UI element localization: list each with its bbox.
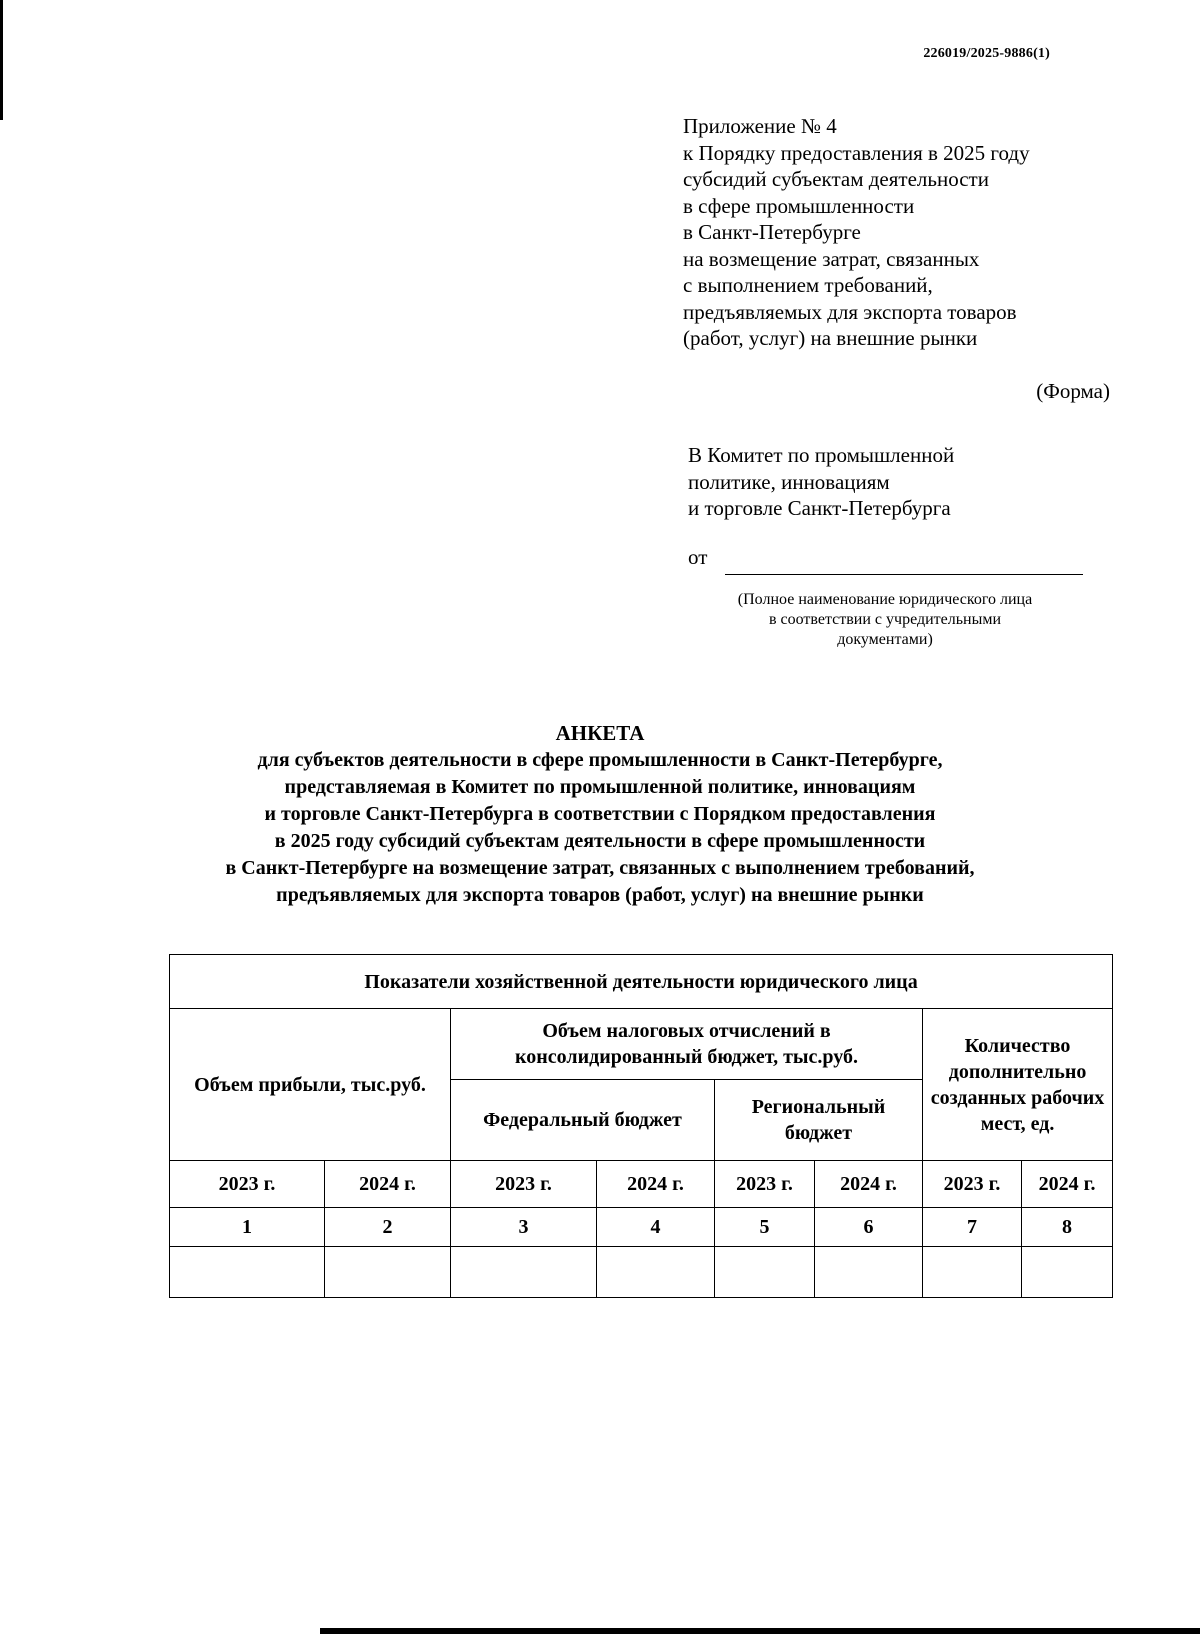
input-cell[interactable] <box>1022 1247 1113 1298</box>
input-cell[interactable] <box>170 1247 325 1298</box>
addressee-block <box>688 442 954 522</box>
year-cell: 2024 г. <box>1022 1161 1113 1208</box>
title-sub-line: в 2025 году субсидий субъектам деятельности в сфере промышленности <box>274 830 926 852</box>
federal-budget-header: Федеральный бюджет <box>451 1080 715 1161</box>
indicators-table <box>169 954 1113 1298</box>
profit-header: Объем прибыли, тыс.руб. <box>170 1009 451 1161</box>
appendix-block <box>683 113 1143 352</box>
appendix-line: на возмещение затрат, связанных <box>683 246 980 271</box>
title-sub-line: для субъектов деятельности в сфере промышленности в Санкт-Петербурге, <box>257 749 943 771</box>
year-cell: 2023 г. <box>923 1161 1022 1208</box>
from-hint-line: (Полное наименование юридического лица <box>737 591 1033 608</box>
column-number: 7 <box>923 1208 1022 1247</box>
from-label: от <box>688 545 708 569</box>
title-sub-line: в Санкт-Петербурге на возмещение затрат, связанных с выполнением требований, <box>225 857 975 879</box>
input-cell[interactable] <box>715 1247 815 1298</box>
column-number: 5 <box>715 1208 815 1247</box>
input-cell[interactable] <box>597 1247 715 1298</box>
from-hint <box>680 590 1090 650</box>
tax-header: Объем налоговых отчислений в консолидированный бюджет, тыс.руб. <box>451 1009 923 1080</box>
input-cell[interactable] <box>923 1247 1022 1298</box>
year-cell: 2024 г. <box>815 1161 923 1208</box>
title-main: АНКЕТА <box>555 721 645 745</box>
title-sub-line: представляемая в Комитет по промышленной политике, инновациям <box>284 776 916 798</box>
year-cell: 2023 г. <box>715 1161 815 1208</box>
column-number: 4 <box>597 1208 715 1247</box>
scan-edge-bottom <box>320 1628 1200 1634</box>
appendix-line: с выполнением требований, <box>683 273 933 297</box>
year-cell: 2023 г. <box>170 1161 325 1208</box>
scan-edge-left <box>0 0 3 120</box>
jobs-header: Количество дополнительно созданных рабочих мест, ед. <box>923 1009 1113 1161</box>
column-number: 3 <box>451 1208 597 1247</box>
regional-budget-header: Региональный бюджет <box>715 1080 923 1161</box>
from-hint-line: документами) <box>837 631 933 648</box>
form-label: (Форма) <box>1036 379 1110 403</box>
appendix-line: субсидий субъектам деятельности <box>683 167 989 191</box>
title-sub-line: предъявляемых для экспорта товаров (работ, услуг) на внешние рынки <box>276 884 924 906</box>
addressee-line: В Комитет по промышленной <box>688 443 955 467</box>
year-cell: 2024 г. <box>325 1161 451 1208</box>
from-hint-line: в соответствии с учредительными <box>768 611 1002 628</box>
appendix-line: в сфере промышленности <box>683 193 915 218</box>
column-number: 2 <box>325 1208 451 1247</box>
title-subtitle <box>140 747 1060 909</box>
year-cell: 2024 г. <box>597 1161 715 1208</box>
table-caption: Показатели хозяйственной деятельности юридического лица <box>170 955 1113 1009</box>
input-cell[interactable] <box>451 1247 597 1298</box>
addressee-line: и торговле Санкт-Петербурга <box>688 496 951 520</box>
appendix-line: в Санкт-Петербурге <box>683 220 861 244</box>
appendix-line: предъявляемых для экспорта товаров <box>683 299 1017 324</box>
year-cell: 2023 г. <box>451 1161 597 1208</box>
column-number: 1 <box>170 1208 325 1247</box>
input-cell[interactable] <box>815 1247 923 1298</box>
column-number: 8 <box>1022 1208 1113 1247</box>
appendix-line: Приложение № 4 <box>683 114 837 138</box>
appendix-line: (работ, услуг) на внешние рынки <box>683 326 978 350</box>
appendix-line: к Порядку предоставления в 2025 году <box>683 140 1030 165</box>
document-number: 226019/2025-9886(1) <box>923 46 1050 61</box>
questionnaire-title <box>140 720 1060 909</box>
column-number: 6 <box>815 1208 923 1247</box>
input-cell[interactable] <box>325 1247 451 1298</box>
from-fill-line[interactable] <box>725 574 1083 575</box>
title-sub-line: и торговле Санкт-Петербурга в соответствии с Порядком предоставления <box>264 803 936 825</box>
addressee-line: политике, инновациям <box>688 469 890 494</box>
